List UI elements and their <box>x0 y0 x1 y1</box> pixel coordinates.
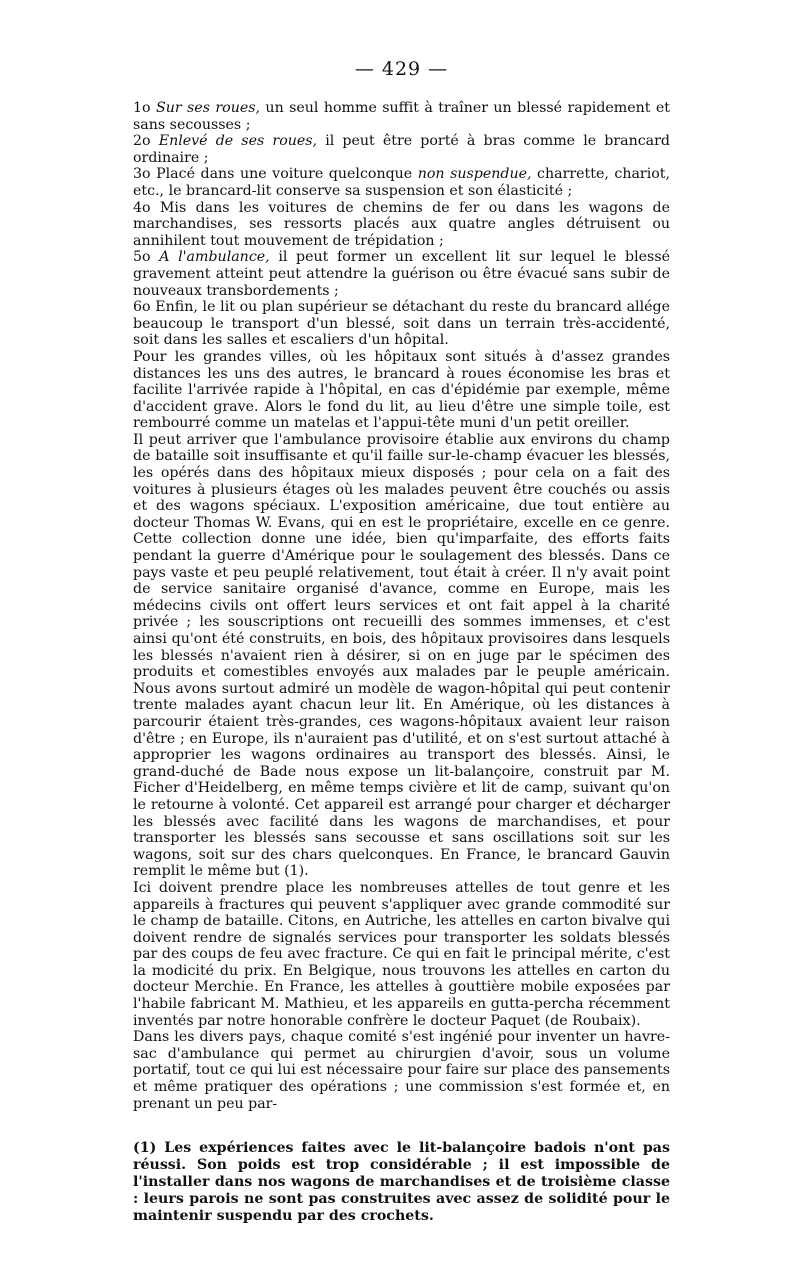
list-item-5 <box>133 249 670 299</box>
footnote-marker: (1) <box>133 1140 157 1157</box>
list-text: Enfin, le lit ou plan supérieur se détachant du reste du brancard allége beaucoup le transport d'un blessé, soit dans un terrain très-accidenté, soit dans les salles et escaliers d'un hôpital. <box>133 299 670 349</box>
list-emphasis: A l'ambulance, <box>159 249 270 266</box>
list-number: 6o <box>133 299 151 316</box>
list-item-2 <box>133 133 670 166</box>
paragraph-havre-sac: Dans les divers pays, chaque comité s'est ingénié pour inventer un havre-sac d'ambulance qui permet au chirurgien d'avoir, sous un volume portatif, tout ce qui lui est nécessaire pour faire sur place des pansements et même pratiquer des opérations ; une commission s'est formée et, en prenant un peu par- <box>133 1029 670 1112</box>
list-text: il peut être porté à bras comme le brancard ordinaire ; <box>133 133 670 166</box>
list-emphasis: Enlevé de ses roues, <box>158 133 318 150</box>
list-number: 2o <box>133 133 151 150</box>
list-number: 1o <box>133 100 151 116</box>
footnote <box>133 1140 670 1225</box>
list-emphasis: Sur ses roues, <box>155 100 261 116</box>
list-text: charrette, chariot, etc., le brancard-lit conserve sa suspension et son élasticité ; <box>133 166 670 199</box>
list-emphasis: non suspendue, <box>417 166 532 183</box>
paragraph-grandes-villes: Pour les grandes villes, où les hôpitaux sont situés à d'assez grandes distances les uns des autres, le brancard à roues économise les bras et facilite l'arrivée rapide à l'hôpital, en cas d'épidémie par exemple, même d'accident grave. Alors le fond du lit, au lieu d'être une simple toile, est rembourré comme un matelas et l'appui-tête muni d'un petit oreiller. <box>133 348 670 432</box>
list-text-pre: Placé dans une voiture quelconque <box>150 166 418 183</box>
list-item-3 <box>133 166 670 199</box>
list-item-4 <box>133 200 670 250</box>
list-text: il peut former un excellent lit sur lequel le blessé gravement atteint peut attendre la guérison ou être évacué sans subir de nouveaux transbordements ; <box>133 249 671 299</box>
list-number: 5o <box>133 249 151 266</box>
paragraph-ambulance-provisoire: Il peut arriver que l'ambulance provisoire établie aux environs du champ de bataille soit insuffisante et qu'il faille sur-le-champ évacuer les blessés, les opérés dans des hôpitaux mieux disposés ; pour cela on a fait des voitures à plusieurs étages où les malades peuvent être couchés ou assis et des wagons spéciaux. L'exposition américaine, due tout entière au docteur Thomas W. Evans, qui en est le propriétaire, excelle en ce genre. Cette collection donne une idée, bien qu'imparfaite, des efforts faits pendant la guerre d'Amérique pour le soulagement des blessés. Dans ce pays vaste et peu peuplé relativement, tout était à créer. Il n'y avait point de service sanitaire organisé d'avance, comme en Europe, mais les médecins civils ont offert leurs services et ont fait appel à la charité privée ; les souscriptions ont recueilli des sommes immenses, et c'est ainsi qu'ont été construits, en bois, des hôpitaux provisoires dans lesquels les blessés n'avaient rien à désirer, si on en juge par le spécimen des produits et comestibles envoyés aux malades par le peuple américain. Nous avons surtout admiré un modèle de wagon-hôpital qui peut contenir trente malades ayant chacun leur lit. En Amérique, où les distances à parcourir étaient très-grandes, ces wagons-hôpitaux avaient leur raison d'être ; en Europe, ils n'auraient pas d'utilité, et on s'est surtout attaché à approprier les wagons ordinaires au transport des blessés. Ainsi, le grand-duché de Bade nous expose un lit-balançoire, construit par M. Ficher d'Heidelberg, en même temps civière et lit de camp, suivant qu'on le retourne à volonté. Cet appareil est arrangé pour charger et décharger les blessés avec facilité dans les wagons de marchandises, et pour transporter les blessés sans secousse et sans oscillations soit sur les wagons, soit sur des chars quelconques. En France, le brancard Gauvin remplit le même but (1). <box>133 431 670 880</box>
footnote-text: Les expériences faites avec le lit-balançoire badois n'ont pas réussi. Son poids est trop considérable ; il est impossible de l'installer dans nos wagons de marchandises et de troisième classe : leurs parois ne sont pas construites avec assez de solidité pour le maintenir suspendu par des crochets. <box>133 1140 670 1225</box>
paragraph-attelles: Ici doivent prendre place les nombreuses attelles de tout genre et les appareils à fractures qui peuvent s'appliquer avec grande commodité sur le champ de bataille. Citons, en Autriche, les attelles en carton bivalve qui doivent rendre de signalés services pour transporter les soldats blessés par des coups de feu avec fracture. Ce qui en fait le principal mérite, c'est la modicité du prix. En Belgique, nous trouvons les attelles en carton du docteur Merchie. En France, les attelles à gouttière mobile exposées par l'habile fabricant M. Mathieu, et les appareils en gutta-percha récemment inventés par notre honorable confrère le docteur Paquet (de Roubaix). <box>133 879 670 1029</box>
main-text <box>133 100 670 1112</box>
list-text: un seul homme suffit à traîner un blessé rapidement et sans secousses ; <box>133 100 670 133</box>
list-text: Mis dans les voitures de chemins de fer ou dans les wagons de marchandises, ses ressorts placés aux quatre angles détruisent ou annihilent tout mouvement de trépidation ; <box>133 199 670 249</box>
list-number: 3o <box>133 166 151 183</box>
list-item-1 <box>133 100 670 133</box>
list-number: 4o <box>133 199 151 216</box>
list-item-6 <box>133 299 670 349</box>
page-number: — 429 — <box>354 58 449 80</box>
